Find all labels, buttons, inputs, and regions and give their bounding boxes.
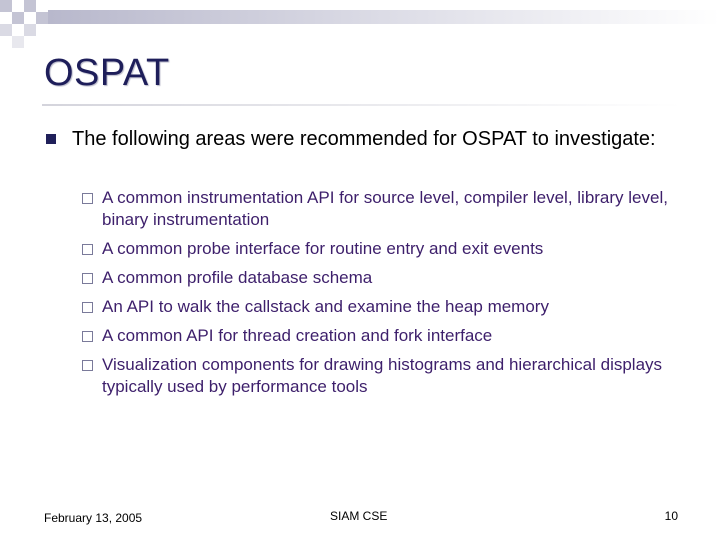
sub-bullet-list [82,187,682,405]
footer-date: February 13, 2005 [44,511,143,525]
sub-bullet-text: A common profile database schema [102,268,373,287]
sub-bullet-text: Visualization components for drawing histograms and hierarchical displays typically used by performance tools [102,355,663,396]
sub-bullet-item [82,238,682,260]
square-bullet-icon [46,134,56,144]
slide-title: OSPAT [44,52,170,94]
sub-bullet-item [82,325,682,347]
decorative-header-pattern [0,0,720,60]
page-number: 10 [664,509,678,523]
sub-bullet-text: A common instrumentation API for source level, compiler level, library level, binary instrumentation [102,188,668,229]
sub-bullet-item [82,296,682,318]
checkbox-bullet-icon [82,360,93,371]
checkbox-bullet-icon [82,193,93,204]
main-bullet-text: The following areas were recommended for OSPAT to investigate: [72,128,656,150]
sub-bullet-text: A common probe interface for routine entry and exit events [102,239,544,258]
footer-conference: SIAM CSE [330,509,388,523]
sub-bullet-text: An API to walk the callstack and examine the heap memory [102,297,549,316]
checkbox-bullet-icon [82,244,93,255]
sub-bullet-item [82,187,682,231]
title-underline [42,104,682,106]
sub-bullet-text: A common API for thread creation and fork interface [102,326,493,345]
checkbox-bullet-icon [82,302,93,313]
checkbox-bullet-icon [82,331,93,342]
sub-bullet-item [82,267,682,289]
sub-bullet-item [82,354,682,398]
checkbox-bullet-icon [82,273,93,284]
